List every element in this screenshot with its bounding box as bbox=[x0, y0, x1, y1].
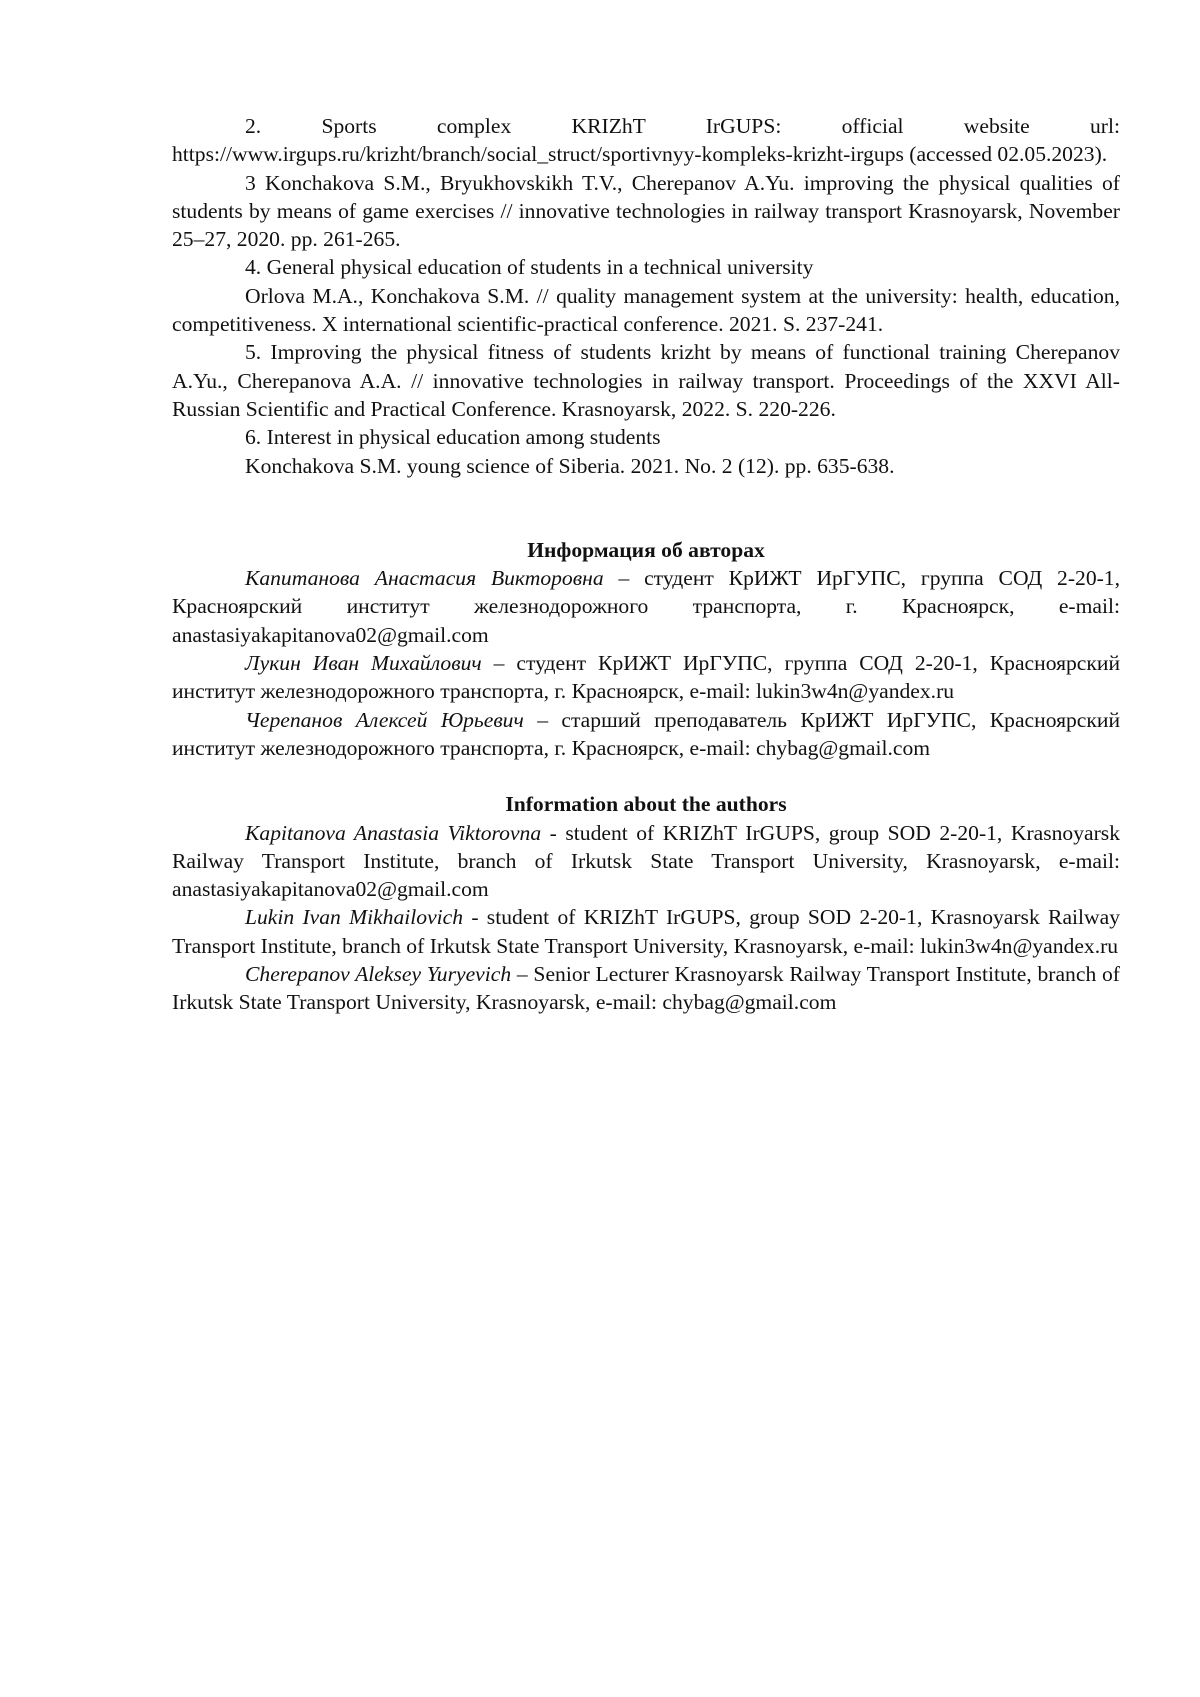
reference-item-5: 5. Improving the physical fitness of students krizht by means of functional training Cherepanov A.Yu., Cherepanova A.A. // innovative technologies in railway transport. Proceedings of the XXVI All-Russian Scientific and Practical Conference. Krasnoyarsk, 2022. S. 220-226. bbox=[172, 340, 1120, 421]
author-name: Lukin Ivan Mikhailovich bbox=[245, 905, 464, 930]
author-details: – студент КрИЖТ ИрГУПС, группа СОД 2-20-1, Красноярский институт железнодорожного транспорта, г. Красноярск, e-mail: lukin3w4n@yandex.ru bbox=[172, 651, 1120, 704]
author-ru-kapitanova bbox=[172, 564, 1120, 649]
reference-item-4-continuation: Orlova M.A., Konchakova S.M. // quality management system at the university: health, education, competitiveness. X international scientific-practical conference. 2021. S. 237-241. bbox=[172, 283, 1120, 337]
author-details: - student of KRIZhT IrGUPS, group SOD 2-20-1, Krasnoyarsk Railway Transport Institute, branch of Irkutsk State Transport University, Krasnoyarsk, e-mail: anastasiyakapitanova02@gmail.com bbox=[172, 820, 1120, 902]
author-ru-lukin bbox=[172, 649, 1120, 706]
author-details: – Senior Lecturer Krasnoyarsk Railway Transport Institute, branch of Irkutsk State Transport University, Krasnoyarsk, e-mail: chybag@gmail.com bbox=[172, 962, 1120, 1015]
authors-info-ru-heading: Информация об авторах bbox=[527, 537, 765, 562]
author-name: Лукин Иван Михайлович bbox=[245, 651, 482, 676]
reference-item-3: 3 Konchakova S.M., Bryukhovskikh T.V., Cherepanov A.Yu. improving the physical qualities of students by means of game exercises // innovative technologies in railway transport Krasnoyarsk, November 25–27, 2020. pp. 261-265. bbox=[172, 170, 1120, 252]
authors-info-en bbox=[172, 790, 1120, 1016]
reference-item-4: 4. General physical education of students in a technical university bbox=[245, 255, 814, 280]
author-name: Cherepanov Aleksey Yuryevich bbox=[245, 962, 512, 987]
author-name: Капитанова Анастасия Викторовна bbox=[245, 566, 604, 591]
author-name: Черепанов Алексей Юрьевич bbox=[245, 707, 524, 732]
author-details: - student of KRIZhT IrGUPS, group SOD 2-20-1, Krasnoyarsk Railway Transport Institute, branch of Irkutsk State Transport University, Krasnoyarsk, e-mail: lukin3w4n@yandex.ru bbox=[172, 905, 1120, 958]
author-name: Kapitanova Anastasia Viktorovna bbox=[245, 820, 542, 845]
reference-item-6: 6. Interest in physical education among students bbox=[245, 425, 661, 450]
section-spacer bbox=[172, 480, 1120, 536]
reference-item-6-continuation: Konchakova S.M. young science of Siberia. 2021. No. 2 (12). pp. 635-638. bbox=[245, 453, 895, 478]
reference-item-2: 2. Sports complex KRIZhT IrGUPS: official website url: https://www.irgups.ru/krizht/branch/social_struct/sportivnyy-kompleks-krizht-irgups (accessed 02.05.2023). bbox=[172, 114, 1120, 167]
author-en-kapitanova bbox=[172, 819, 1120, 904]
author-en-cherepanov bbox=[172, 960, 1120, 1017]
document-page bbox=[172, 112, 1120, 1017]
section-spacer bbox=[172, 762, 1120, 790]
author-details: – студент КрИЖТ ИрГУПС, группа СОД 2-20-1, Красноярский институт железнодорожного транспорта, г. Красноярск, e-mail: anastasiyakapitanova02@gmail.com bbox=[172, 566, 1121, 647]
references-list bbox=[172, 112, 1120, 480]
author-ru-cherepanov bbox=[172, 706, 1120, 763]
author-en-lukin bbox=[172, 903, 1120, 960]
authors-info-ru bbox=[172, 536, 1120, 762]
authors-info-en-heading: Information about the authors bbox=[505, 792, 787, 817]
author-details: – старший преподаватель КрИЖТ ИрГУПС, Красноярский институт железнодорожного транспорта, г. Красноярск, e-mail: chybag@gmail.com bbox=[172, 707, 1120, 760]
